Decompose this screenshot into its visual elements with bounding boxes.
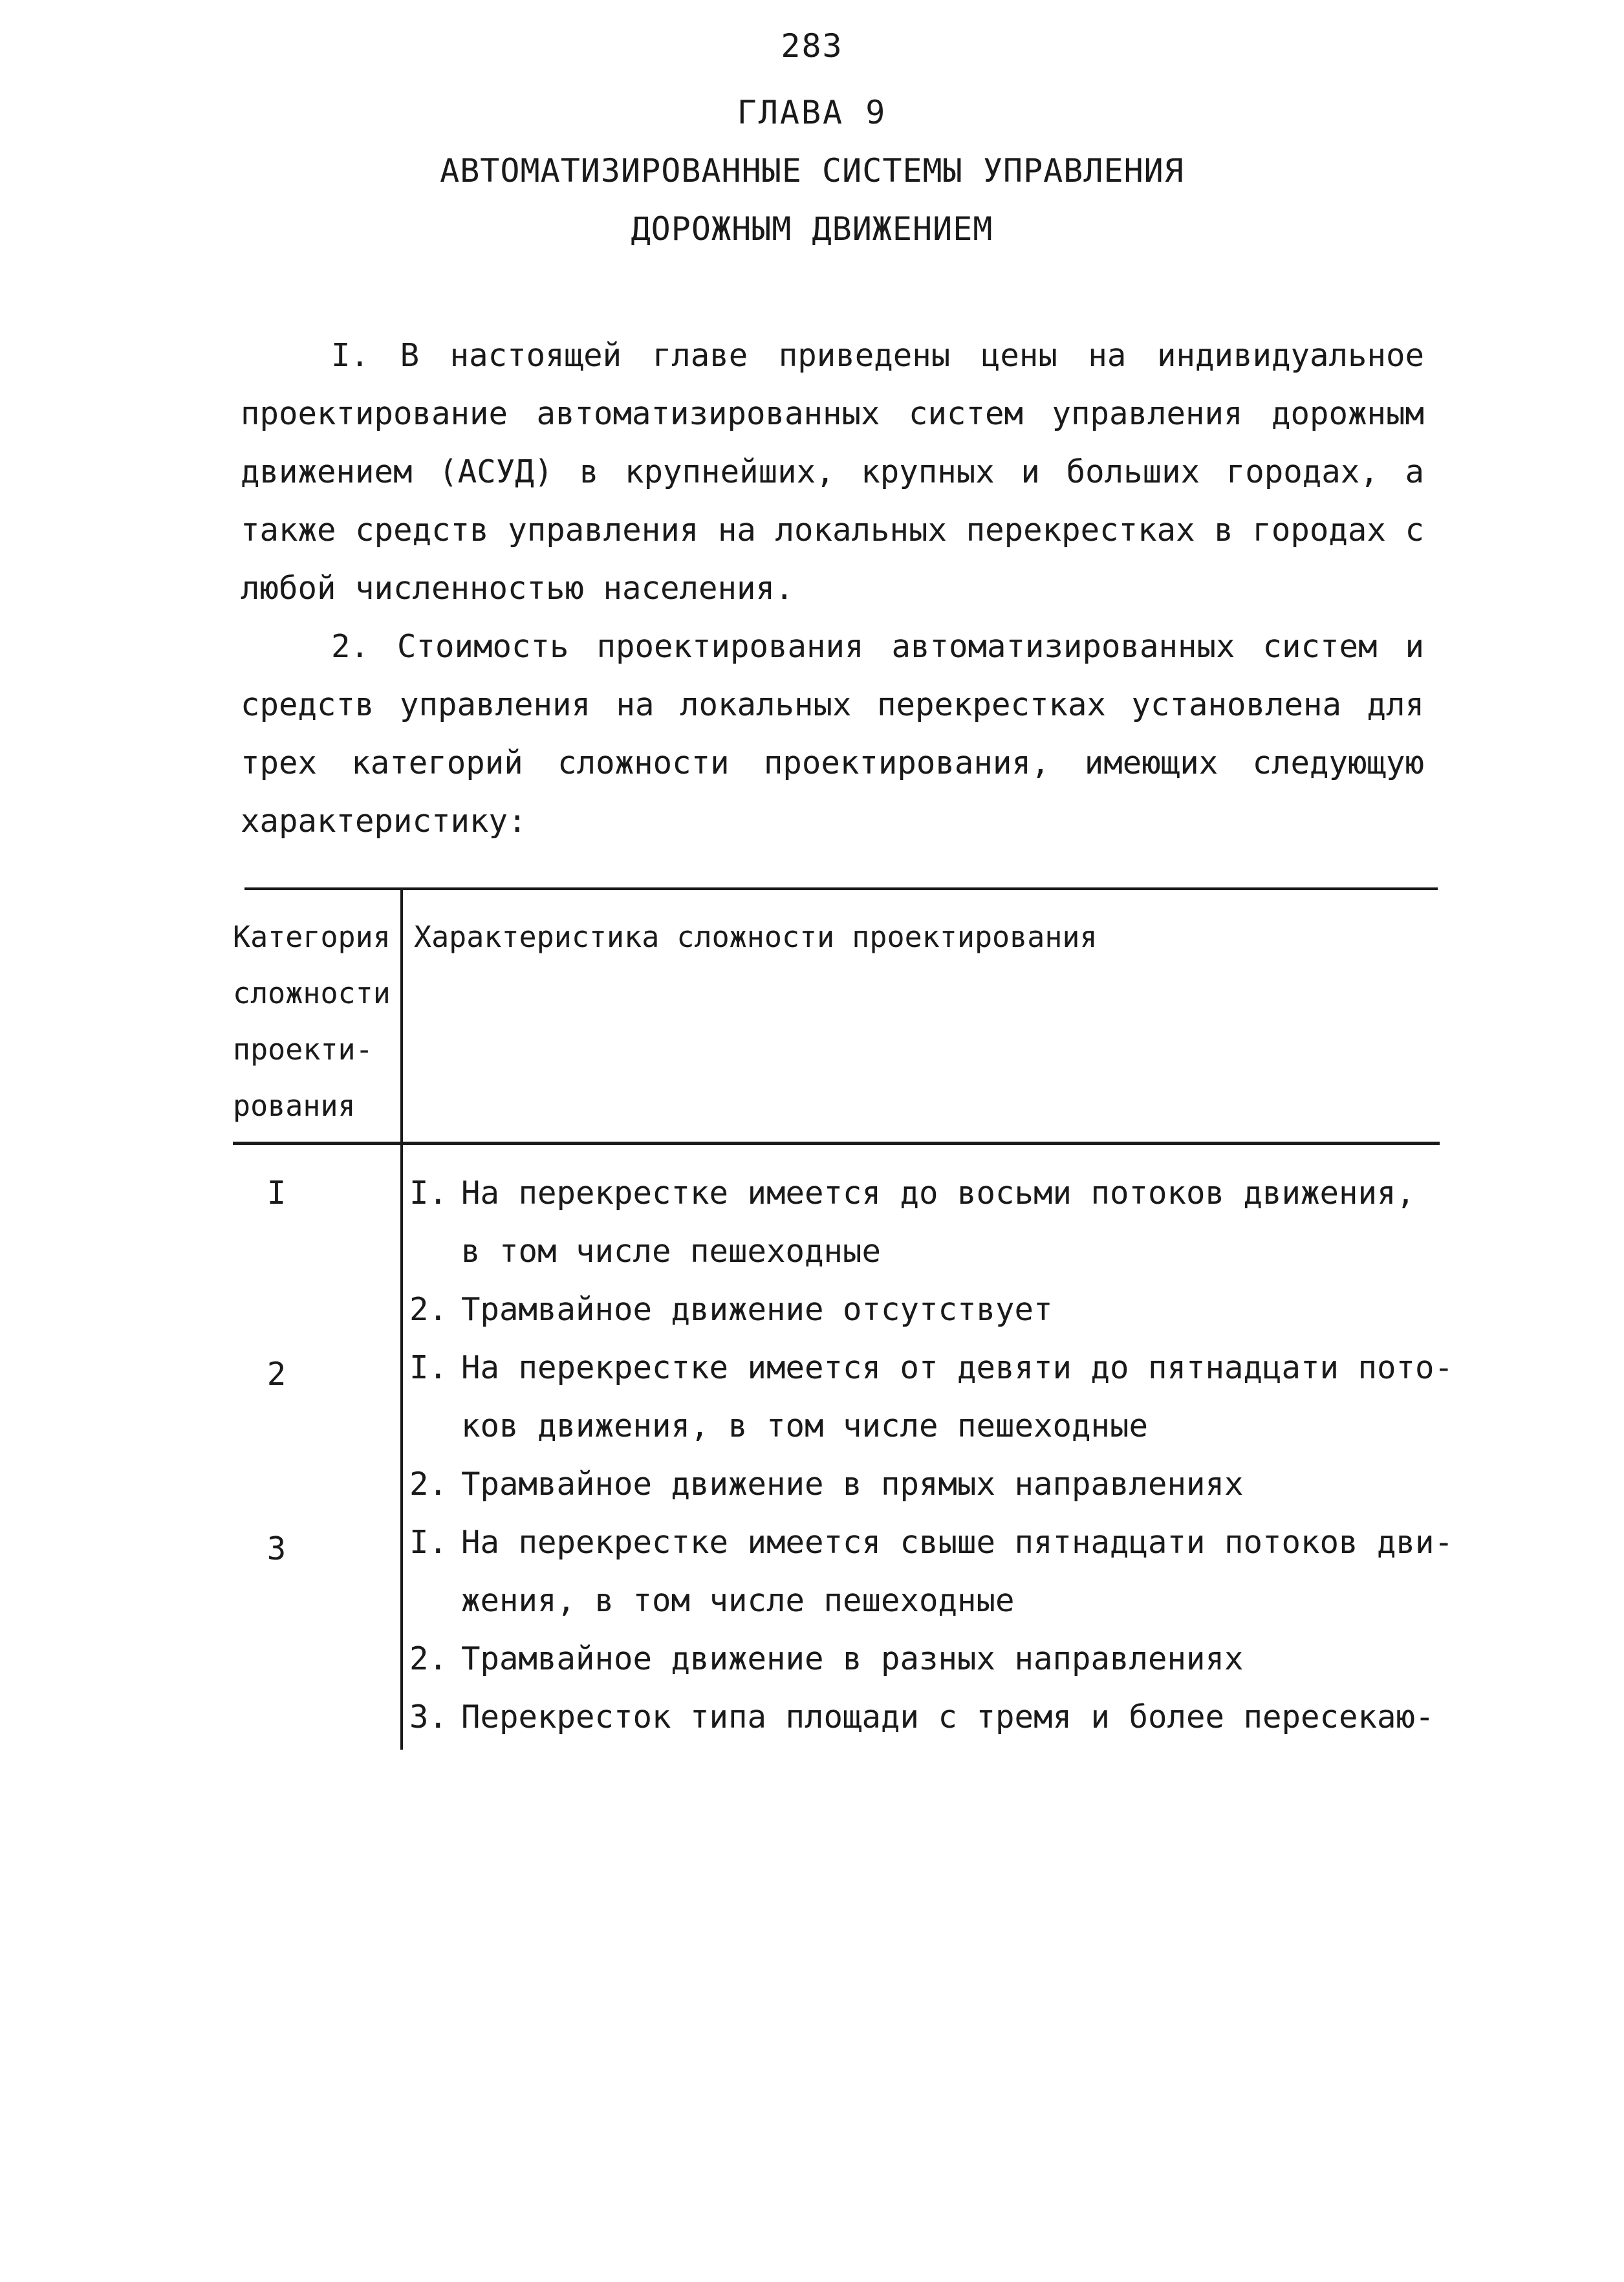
- criterion-number: 3.: [409, 1699, 448, 1735]
- header-category-line: рования: [233, 1089, 356, 1123]
- paragraph-1: [241, 327, 1424, 618]
- header-category: [233, 909, 398, 1134]
- paragraph-1-number: I.: [331, 337, 370, 374]
- paragraph-2: [241, 618, 1424, 851]
- paragraph-2-text: Стоимость проектирования автоматизированных систем и средств управления на локальных перекрестках установлена для трех категорий сложности проектирования, имеющих следующую характеристику:: [241, 628, 1424, 840]
- page-number: 283: [781, 27, 843, 65]
- criterion-text-continued: ков движения, в том числе пешеходные: [461, 1407, 1149, 1444]
- category-3: 3: [266, 1530, 287, 1567]
- criterion-text: Трамвайное движение в прямых направлениях: [461, 1466, 1244, 1503]
- header-category-line: Категория: [233, 920, 391, 954]
- header-characteristic: Характеристика сложности проектирования: [414, 920, 1098, 954]
- criterion-text: На перекрестке имеется от девяти до пятнадцати пото-: [461, 1349, 1454, 1386]
- criterion-text-continued: жения, в том числе пешеходные: [461, 1582, 1015, 1619]
- criterion-3-3: [409, 1688, 1435, 1746]
- criterion-text-continued: в том числе пешеходные: [461, 1233, 882, 1270]
- header-category-line: проекти-: [233, 1032, 373, 1067]
- criterion-text: На перекрестке имеется до восьми потоков движения,: [461, 1175, 1416, 1212]
- criterion-text: Перекресток типа площади с тремя и более пересекаю-: [461, 1699, 1435, 1735]
- chapter-title-line-1: АВТОМАТИЗИРОВАННЫЕ СИСТЕМЫ УПРАВЛЕНИЯ: [440, 152, 1184, 190]
- chapter-title-line-2: ДОРОЖНЫМ ДВИЖЕНИЕМ: [631, 210, 993, 248]
- table-column-divider: [400, 889, 403, 1750]
- table-top-rule: [244, 887, 1438, 890]
- criterion-number: 2.: [409, 1466, 448, 1503]
- criterion-2-2: [409, 1455, 1418, 1514]
- criterion-2-1: [409, 1339, 1454, 1455]
- criterion-1-2: [409, 1281, 1418, 1339]
- criterion-number: I.: [409, 1175, 448, 1212]
- criterion-3-1: [409, 1514, 1454, 1630]
- criterion-text: Трамвайное движение отсутствует: [461, 1291, 1053, 1328]
- category-2: 2: [266, 1356, 287, 1393]
- criterion-number: 2.: [409, 1640, 448, 1677]
- category-1: I: [266, 1175, 287, 1212]
- chapter-heading: ГЛАВА 9: [737, 94, 887, 131]
- header-category-line: сложности: [233, 976, 391, 1010]
- criterion-number: I.: [409, 1524, 448, 1561]
- paragraph-1-text: В настоящей главе приведены цены на индивидуальное проектирование автоматизированных систем управления дорожным движением (АСУД) в крупнейших, крупных и больших городах, а также средств управления на локальных перекрестках в городах с любой численностью населения.: [241, 337, 1424, 607]
- criterion-3-2: [409, 1630, 1418, 1688]
- criterion-number: I.: [409, 1349, 448, 1386]
- criterion-number: 2.: [409, 1291, 448, 1328]
- criterion-text: На перекрестке имеется свыше пятнадцати потоков дви-: [461, 1524, 1454, 1561]
- table-header-rule: [233, 1142, 1440, 1145]
- criterion-1-1: [409, 1164, 1418, 1281]
- paragraph-2-number: 2.: [331, 628, 370, 665]
- criterion-text: Трамвайное движение в разных направлениях: [461, 1640, 1244, 1677]
